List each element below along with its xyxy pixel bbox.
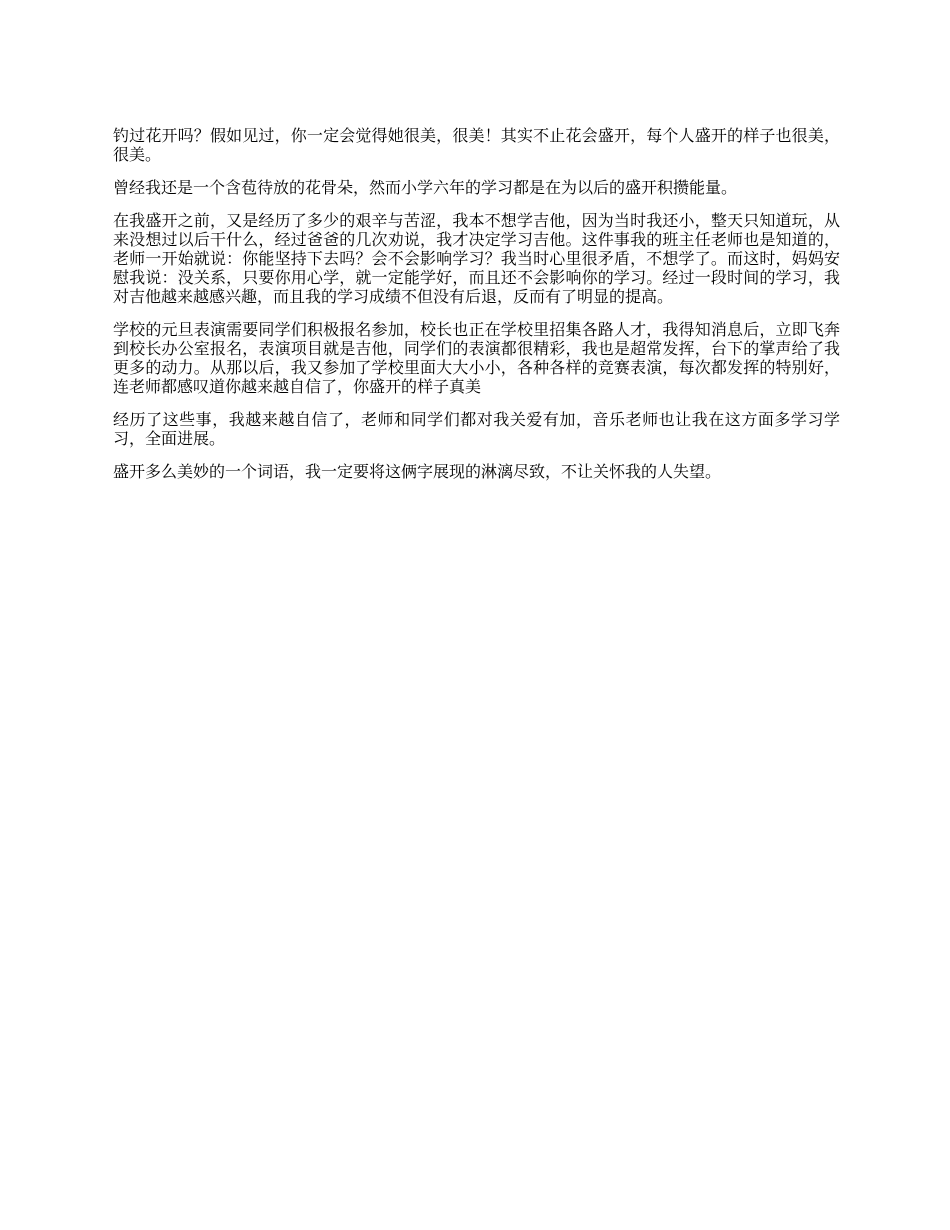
paragraph-3: 在我盛开之前，又是经历了多少的艰辛与苦涩，我本不想学吉他，因为当时我还小，整天只知道玩，从来没想过以后干什么，经过爸爸的几次劝说，我才决定学习吉他。这件事我的班主任老师也是知道的，老师一开始就说：你能坚持下去吗？会不会影响学习？我当时心里很矛盾，不想学了。而这时，妈妈安慰我说：没关系，只要你用心学，就一定能学好，而且还不会影响你的学习。经过一段时间的学习，我对吉他越来越感兴趣，而且我的学习成绩不但没有后退，反而有了明显的提高。 (113, 211, 840, 306)
paragraph-4: 学校的元旦表演需要同学们积极报名参加，校长也正在学校里招集各路人才，我得知消息后，立即飞奔到校长办公室报名，表演项目就是吉他，同学们的表演都很精彩，我也是超常发挥，台下的掌声给了我更多的动力。从那以后，我又参加了学校里面大大小小，各种各样的竞赛表演，每次都发挥的特别好，连老师都感叹道你越来越自信了，你盛开的样子真美 (113, 320, 840, 396)
paragraph-6: 盛开多么美妙的一个词语，我一定要将这俩字展现的淋漓尽致，不让关怀我的人失望。 (113, 462, 722, 481)
paragraph-2: 曾经我还是一个含苞待放的花骨朵，然而小学六年的学习都是在为以后的盛开积攒能量。 (113, 178, 738, 197)
paragraph-5: 经历了这些事，我越来越自信了，老师和同学们都对我关爱有加，音乐老师也让我在这方面多学习学习，全面进展。 (113, 410, 840, 448)
paragraph-1: 钓过花开吗？假如见过，你一定会觉得她很美，很美！其实不止花会盛开，每个人盛开的样子也很美，很美。 (113, 126, 840, 164)
document-body (113, 126, 840, 495)
